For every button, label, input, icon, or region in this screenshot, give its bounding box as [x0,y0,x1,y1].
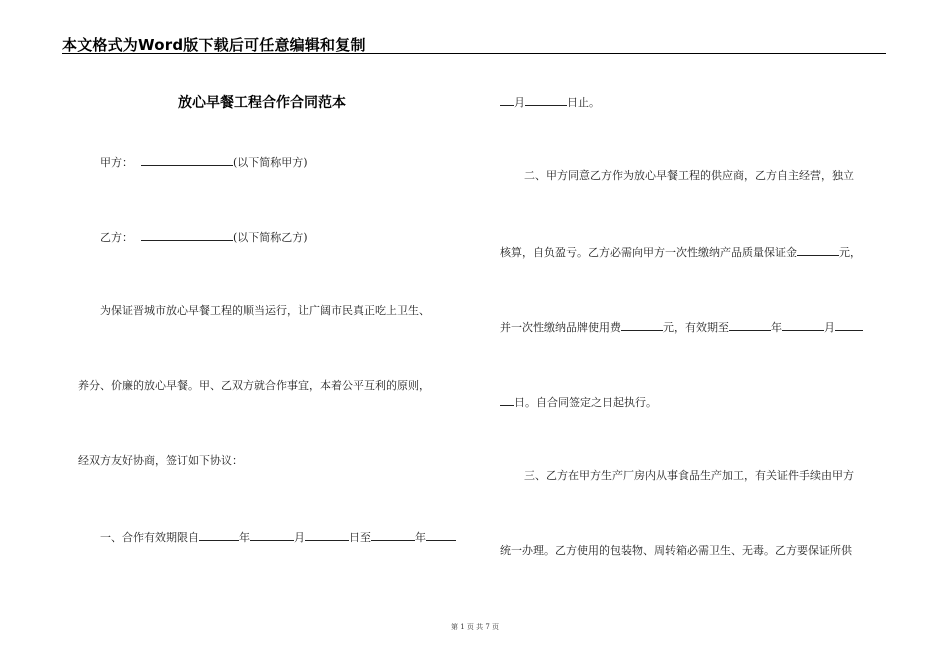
clause-3-line-1: 三、乙方在甲方生产厂房内从事食品生产加工，有关证件手续由甲方 [524,469,854,482]
clause-2-fee-text: 并一次性缴纳品牌使用费 [500,321,621,334]
clause-1-blank-year-start [199,529,239,541]
clause-1-day-1: 日至 [349,531,371,544]
header-divider [62,53,886,54]
clause-1-blank-month-end [426,529,456,541]
clause-2-line-1: 二、甲方同意乙方作为放心早餐工程的供应商，乙方自主经营，独立 [524,169,854,182]
party-b-blank [141,229,233,241]
clause-2-effective-text: 日。自合同签定之日起执行。 [514,396,657,409]
valid-month-blank [782,319,824,331]
clause-2-deposit-text: 核算，自负盈亏。乙方必需向甲方一次性缴纳产品质量保证金 [500,246,797,259]
clause-2-line-3 [500,319,863,335]
clause-3-line-2: 统一办理。乙方使用的包装物、周转箱必需卫生、无毒。乙方要保证所供 [500,544,852,557]
party-b-line [100,229,308,245]
valid-day-blank [835,319,863,331]
valid-day-blank-cont [500,394,514,406]
preamble-line-3: 经双方友好协商，签订如下协议： [78,454,243,467]
clause-2-month: 月 [824,321,835,334]
page-number: 第 1 页 共 7 页 [450,623,500,631]
clause-1-text: 一、合作有效期限自 [100,531,199,544]
clause-2-deposit-unit: 元， [839,246,861,259]
clause-2-line-2 [500,244,861,260]
preamble-line-1: 为保证晋城市放心早餐工程的顺当运行，让广阔市民真正吃上卫生、 [100,304,430,317]
clause-2-valid-text: 元，有效期至 [663,321,729,334]
clause-1-continuation [500,94,600,110]
clause-2-line-4 [500,394,657,410]
party-a-label: 甲方： [100,156,133,169]
cont-blank-day [525,94,567,106]
cont-day-end: 日止。 [567,96,600,109]
party-a-line [100,154,308,170]
party-b-label: 乙方： [100,231,133,244]
deposit-amount-blank [797,244,839,256]
cont-blank-month [500,94,514,106]
clause-1-year-1: 年 [239,531,250,544]
valid-year-blank [729,319,771,331]
document-title: 放心早餐工程合作合同范本 [178,95,346,111]
clause-1-blank-year-end [371,529,415,541]
clause-1-month-1: 月 [294,531,305,544]
party-a-blank [141,154,233,166]
cont-month: 月 [514,96,525,109]
party-a-suffix: (以下简称甲方) [233,156,308,169]
clause-2-year: 年 [771,321,782,334]
party-b-suffix: (以下简称乙方) [233,231,308,244]
clause-1-blank-month-start [250,529,294,541]
download-notice-banner: 本文格式为Word版下载后可任意编辑和复制 [62,36,366,54]
clause-1-year-2: 年 [415,531,426,544]
preamble-line-2: 养分、价廉的放心早餐。甲、乙双方就合作事宜，本着公平互利的原则， [78,379,430,392]
fee-amount-blank [621,319,663,331]
clause-1-blank-day-start [305,529,349,541]
clause-1-line [100,529,456,545]
